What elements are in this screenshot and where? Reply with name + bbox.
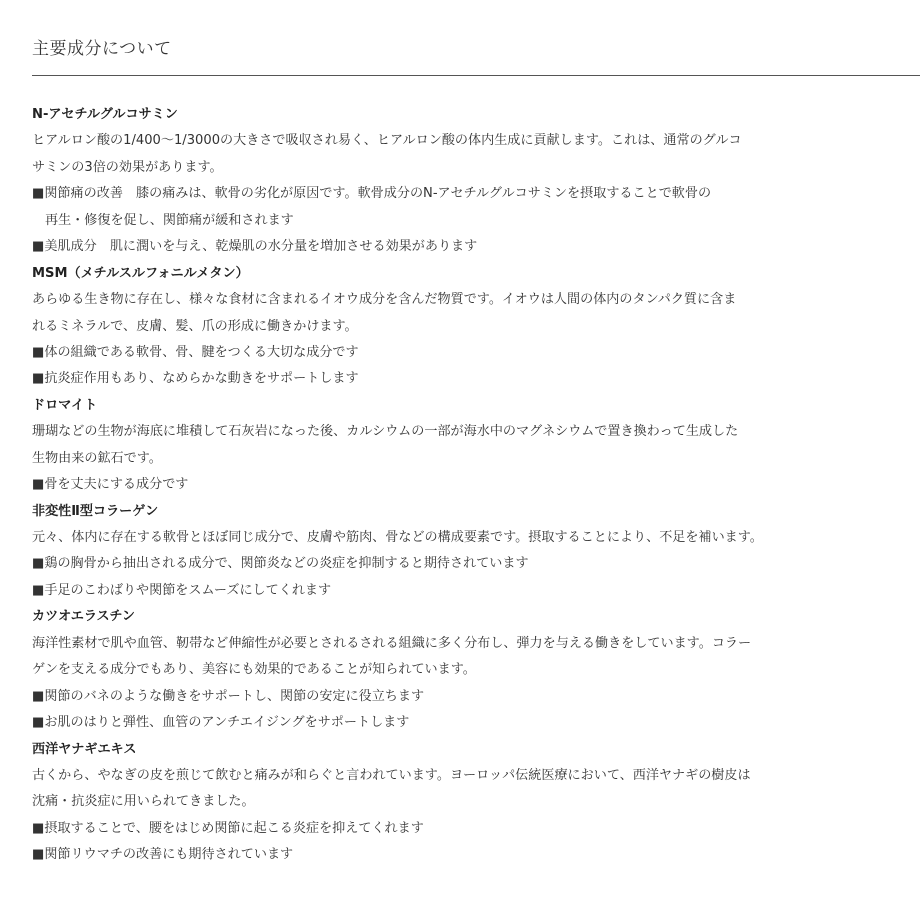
- ingredient-heading: 西洋ヤナギエキス: [32, 741, 137, 757]
- benefit-line: ■摂取することで、腰をはじめ関節に起こる炎症を抑えてくれます: [32, 820, 424, 836]
- ingredients-content: [32, 102, 912, 869]
- benefit-line: ■手足のこわばりや関節をスムーズにしてくれます: [32, 582, 332, 598]
- ingredient-heading: N-アセチルグルコサミン: [32, 107, 178, 122]
- ingredient-section-collagen: [32, 499, 912, 605]
- description-line: 古くから、やなぎの皮を煎じて飲むと痛みが和らぐと言われています。ヨーロッパ伝統医療において、西洋ヤナギの樹皮は: [32, 767, 751, 783]
- description-line: 生物由来の鉱石です。: [32, 450, 162, 466]
- ingredient-heading: カツオエラスチン: [32, 609, 135, 625]
- description-line: ヒアルロン酸の1/400～1/3000の大きさで吸収され易く、ヒアルロン酸の体内生成に貢献します。これは、通常のグルコ: [32, 133, 742, 149]
- ingredient-heading: 非変性Ⅱ型コラーゲン: [32, 503, 159, 519]
- ingredient-section-n-acetylglucosamine: [32, 102, 912, 261]
- benefit-line: ■関節痛の改善 膝の痛みは、軟骨の劣化が原因です。軟骨成分のN-アセチルグルコサミンを摂取することで軟骨の: [32, 186, 712, 202]
- title-divider: [32, 75, 920, 76]
- description-line: あらゆる生き物に存在し、様々な食材に含まれるイオウ成分を含んだ物質です。イオウは人間の体内のタンパク質に含ま: [32, 292, 737, 308]
- benefit-line: ■鶏の胸骨から抽出される成分で、関節炎などの炎症を抑制すると期待されています: [32, 556, 529, 572]
- benefit-line-continuation: 再生・修復を促し、関節痛が緩和されます: [45, 212, 294, 228]
- ingredient-section-msm: [32, 261, 912, 393]
- description-line: 珊瑚などの生物が海底に堆積して石灰岩になった後、カルシウムの一部が海水中のマグネシウムで置き換わって生成した: [32, 424, 739, 440]
- ingredient-heading: ドロマイト: [32, 397, 98, 413]
- benefit-line: ■抗炎症作用もあり、なめらかな動きをサポートします: [32, 371, 359, 387]
- description-line: 元々、体内に存在する軟骨とほぼ同じ成分で、皮膚や筋肉、骨などの構成要素です。摂取することにより、不足を補います。: [32, 530, 763, 545]
- benefit-line: ■体の組織である軟骨、骨、腱をつくる大切な成分です: [32, 344, 359, 360]
- benefit-line: ■関節リウマチの改善にも期待されています: [32, 847, 294, 863]
- ingredient-section-dolomite: [32, 393, 912, 499]
- description-line: れるミネラルで、皮膚、髪、爪の形成に働きかけます。: [32, 318, 358, 334]
- description-line: ゲンを支える成分でもあり、美容にも効果的であることが知られています。: [32, 662, 476, 678]
- ingredient-heading: MSM（メチルスルフォニルメタン）: [32, 265, 249, 281]
- description-line: サミンの3倍の効果があります。: [32, 159, 223, 175]
- ingredient-section-elastin: [32, 604, 912, 736]
- benefit-line: ■美肌成分 肌に潤いを与え、乾燥肌の水分量を増加させる効果があります: [32, 239, 478, 255]
- benefit-line: ■関節のバネのような働きをサポートし、関節の安定に役立ちます: [32, 688, 425, 704]
- benefit-line: ■骨を丈夫にする成分です: [32, 477, 189, 493]
- page-title: 主要成分について: [32, 39, 172, 59]
- ingredient-section-willow-extract: [32, 737, 912, 869]
- description-line: 海洋性素材で肌や血管、靭帯など伸縮性が必要とされるされる組織に多く分布し、弾力を与える働きをしています。コラー: [32, 635, 752, 651]
- description-line: 沈痛・抗炎症に用いられてきました。: [32, 794, 255, 810]
- benefit-line: ■お肌のはりと弾性、血管のアンチエイジングをサポートします: [32, 715, 410, 731]
